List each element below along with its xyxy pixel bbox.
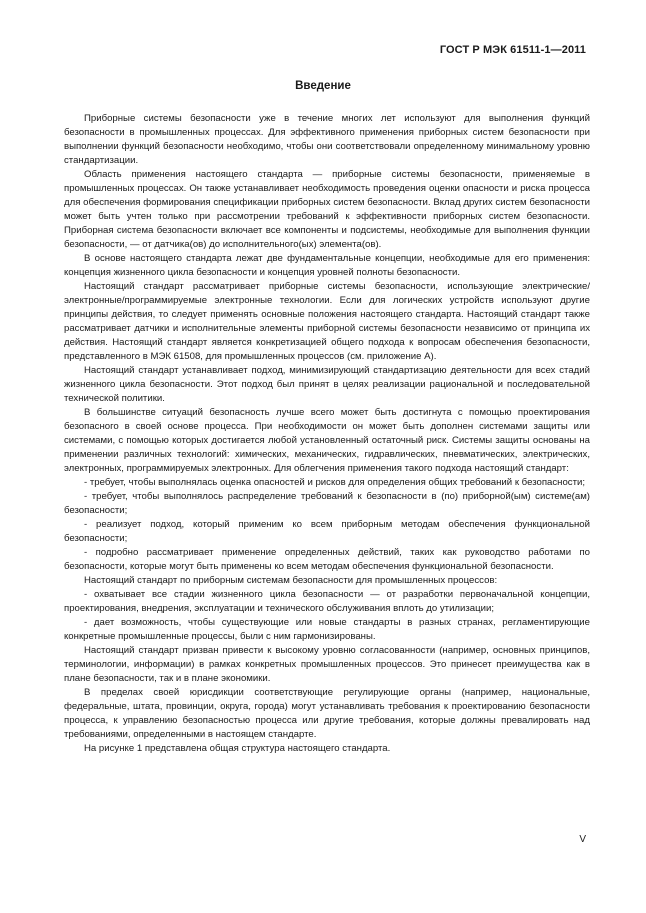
page-number: V	[579, 834, 586, 845]
document-code-header: ГОСТ Р МЭК 61511-1—2011	[439, 44, 586, 56]
body-text	[64, 112, 590, 756]
section-title: Введение	[295, 80, 351, 92]
paragraph: Настоящий стандарт устанавливает подход, минимизирующий стандартизацию деятельности для всех стадий жизненного цикла безопасности. Этот подход был принят в целях реализации рациональной и последовательной технической политики.	[64, 365, 590, 404]
paragraph: Настоящий стандарт по приборным системам безопасности для промышленных процессов:	[84, 575, 498, 586]
list-item: - подробно рассматривает применение определенных действий, таких как руководство работами по безопасности, которые могут быть применены ко всем методам обеспечения функциональной безопасности.	[64, 547, 590, 572]
list-item: - дает возможность, чтобы существующие или новые стандарты в разных странах, регламентирующие конкретные промышленные процессы, были с ним гармонизированы.	[64, 617, 590, 642]
list-item: - требует, чтобы выполнялась оценка опасностей и рисков для определения общих требований к безопасности;	[84, 477, 585, 488]
list-item: - требует, чтобы выполнялось распределение требований к безопасности в (по) приборной(ым) системе(ам) безопасности;	[64, 491, 590, 516]
paragraph: Настоящий стандарт рассматривает приборные системы безопасности, использующие электрические/электронные/программируемые электронные технологии. Если для логических устройств используют другие принципы действия, то следует применять основные положения настоящего стандарта. Настоящий стандарт также рассматривает датчики и исполнительные элементы приборной системы безопасности независимо от принципа их действия. Настоящий стандарт является конкретизацией общего подхода к вопросам обеспечения безопасности, представленного в МЭК 61508, для промышленных процессов (см. приложение А).	[64, 281, 590, 362]
paragraph: На рисунке 1 представлена общая структура настоящего стандарта.	[84, 743, 391, 754]
list-item: - реализует подход, который применим ко всем приборным методам обеспечения функциональной безопасности;	[64, 519, 590, 544]
paragraph: Приборные системы безопасности уже в течение многих лет используют для выполнения функций безопасности в промышленных процессах. Для эффективного применения приборных систем безопасности при выполнении функций безопасности необходимо, чтобы они соответствовали определенному минимальному уровню стандартизации.	[64, 113, 590, 166]
list-item: - охватывает все стадии жизненного цикла безопасности — от разработки первоначальной концепции, проектирования, внедрения, эксплуатации и технического обслуживания вплоть до утилизации;	[64, 589, 590, 614]
paragraph: В большинстве ситуаций безопасность лучше всего может быть достигнута с помощью проектирования безопасного в своей основе процесса. При необходимости он может быть дополнен системами защиты или системами, с помощью которых достигается любой установленный остаточный риск. Системы защиты основаны на применении различных технологий: химических, механических, гидравлических, пневматических, электрических, электронных, программируемых электронных. Для облегчения применения такого подхода настоящий стандарт:	[64, 407, 590, 474]
paragraph: Настоящий стандарт призван привести к высокому уровню согласованности (например, основных принципов, терминологии, информации) в рамках конкретных промышленных процессов. Это принесет преимущества как в плане безопасности, так и в плане экономики.	[64, 645, 590, 684]
paragraph: Область применения настоящего стандарта — приборные системы безопасности, применяемые в промышленных процессах. Он также устанавливает необходимость проведения оценки опасности и риска процесса для обеспечения формирования спецификации приборных систем безопасности. Вклад других систем безопасности может быть учтен только при рассмотрении требований к эффективности приборных систем безопасности. Приборная система безопасности включает все компоненты и подсистемы, необходимые для выполнения функции безопасности, — от датчика(ов) до исполнительного(ых) элемента(ов).	[64, 169, 590, 250]
paragraph: В основе настоящего стандарта лежат две фундаментальные концепции, необходимые для его применения: концепция жизненного цикла безопасности и концепция уровней полноты безопасности.	[64, 253, 590, 278]
paragraph: В пределах своей юрисдикции соответствующие регулирующие органы (например, национальные, федеральные, штата, провинции, округа, города) могут устанавливать требования к проектированию безопасности процесса, к управлению безопасностью процесса или другие требования, которые должны превалировать над требованиями, определенными в настоящем стандарте.	[64, 687, 590, 740]
